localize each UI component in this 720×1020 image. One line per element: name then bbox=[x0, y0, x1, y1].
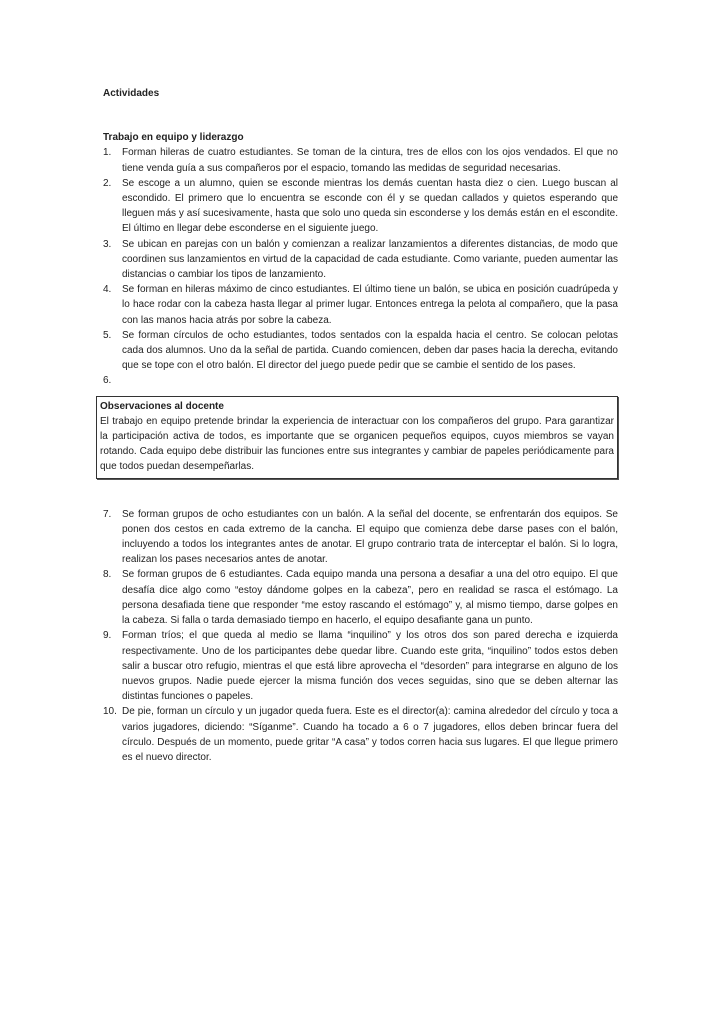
list-item bbox=[103, 176, 618, 237]
document-page bbox=[100, 86, 618, 765]
item-text bbox=[122, 373, 618, 388]
list-item bbox=[103, 237, 618, 283]
item-text: Forman tríos; el que queda al medio se llama “inquilino” y los otros dos son pared derecha e izquierda respectivamente. Uno de los participantes debe quedar libre. Cuando este grita, “inquilino” todos estos deben salir a buscar otro refugio, mientras el que está libre aprovecha el “desorden” para integrarse en alguno de los nuevos grupos. Nadie puede ejercer la misma función dos veces seguidas, sino que se deben alternar las distintas funciones o papeles. bbox=[122, 630, 618, 703]
item-number: 4. bbox=[103, 284, 112, 296]
item-number: 3. bbox=[103, 238, 112, 250]
item-number: 6. bbox=[103, 375, 112, 387]
activity-list-a bbox=[103, 145, 618, 388]
list-item bbox=[103, 704, 618, 765]
item-text: De pie, forman un círculo y un jugador queda fuera. Este es el director(a): camina alrededor del círculo y toca a varios jugadores, diciendo: “Síganme”. Cuando ha tocado a 6 o 7 jugadores, ellos deben brincar fuera del círculo. Después de un momento, puede gritar “A casa” y todos corren hacia sus lugares. El que llegue primero es el nuevo director. bbox=[122, 706, 618, 763]
notes-text: El trabajo en equipo pretende brindar la experiencia de interactuar con los compañeros del grupo. Para garantizar la participación activa de todos, es importante que se organicen pequeños equipos, cuyos miembros se vayan rotando. Cada equipo debe distribuir las funciones entre sus integrantes y cambiar de papeles periódicamente para que todos puedan desempeñarlas. bbox=[100, 415, 614, 473]
teacher-notes-box bbox=[96, 396, 618, 479]
list-item bbox=[103, 328, 618, 374]
item-number: 9. bbox=[103, 630, 112, 642]
item-text: Se ubican en parejas con un balón y comienzan a realizar lanzamientos a diferentes distancias, de modo que coordinen sus lanzamientos en virtud de la capacidad de cada estudiante. Como variante, pueden aumentar las distancias o cambiar los tipos de lanzamiento. bbox=[122, 238, 618, 281]
list-item bbox=[103, 282, 618, 328]
item-number: 7. bbox=[103, 508, 112, 520]
section-title: Trabajo en equipo y liderazgo bbox=[103, 132, 244, 144]
list-item bbox=[103, 628, 618, 704]
page-title: Actividades bbox=[103, 88, 160, 99]
item-number: 10. bbox=[103, 706, 117, 718]
item-number: 1. bbox=[103, 147, 112, 159]
item-text: Se forman grupos de 6 estudiantes. Cada equipo manda una persona a desafiar a una del otro equipo. El que desafía dice algo como “estoy dándome golpes en la cabeza”, pero en realidad se rasca el estómago. La persona desafiada tiene que responder “me estoy rascando el estómago” y, al mismo tiempo, darse golpes en la cabeza. Si falla o tarda demasiado tiempo en hacerlo, el equipo desafiante gana un punto. bbox=[122, 569, 618, 627]
list-item bbox=[103, 373, 618, 388]
list-item bbox=[103, 507, 618, 568]
item-number: 5. bbox=[103, 329, 112, 341]
item-text: Forman hileras de cuatro estudiantes. Se toman de la cintura, tres de ellos con los ojos vendados. El que no tiene venda guía a sus compañeros por el espacio, tomando las medidas de seguridad necesarias. bbox=[122, 147, 618, 174]
list-item bbox=[103, 567, 618, 628]
item-number: 2. bbox=[103, 177, 112, 189]
item-number: 8. bbox=[103, 569, 112, 581]
item-text: Se forman círculos de ocho estudiantes, todos sentados con la espalda hacia el centro. Se colocan pelotas cada dos alumnos. Uno da la señal de partida. Cuando comiencen, deben dar pases hacia la derecha, evitando que se tope con el otro balón. El director del juego puede pedir que se cambie el sentido de los pases. bbox=[122, 329, 618, 372]
activity-list-b bbox=[103, 507, 618, 765]
item-text: Se forman grupos de ocho estudiantes con un balón. A la señal del docente, se enfrentarán dos equipos. Se ponen dos cestos en cada extremo de la cancha. El equipo que comienza debe darse pases con el balón, incluyendo a todos los integrantes antes de anotar. El grupo contrario trata de interceptar el balón. Si lo logra, realizan los pases necesarios antes de anotar. bbox=[122, 508, 618, 566]
notes-title: Observaciones al docente bbox=[100, 400, 224, 412]
item-text: Se escoge a un alumno, quien se esconde mientras los demás cuentan hasta diez o cien. Luego buscan al escondido. El primero que lo encuentra se esconde con él y se quedan callados y quietos esperando que lleguen más y así sucesivamente, hasta que solo uno queda sin esconderse y los demás están en el escondite. El último en llegar debe esconderse en el siguiente juego. bbox=[122, 177, 618, 235]
item-text: Se forman en hileras máximo de cinco estudiantes. El último tiene un balón, se ubica en posición cuadrúpeda y lo hace rodar con la cabeza hasta llegar al primer lugar. Entonces entrega la pelota al compañero, que la pasa con las manos hacia atrás por sobre la cabeza. bbox=[122, 284, 618, 326]
list-item bbox=[103, 145, 618, 175]
